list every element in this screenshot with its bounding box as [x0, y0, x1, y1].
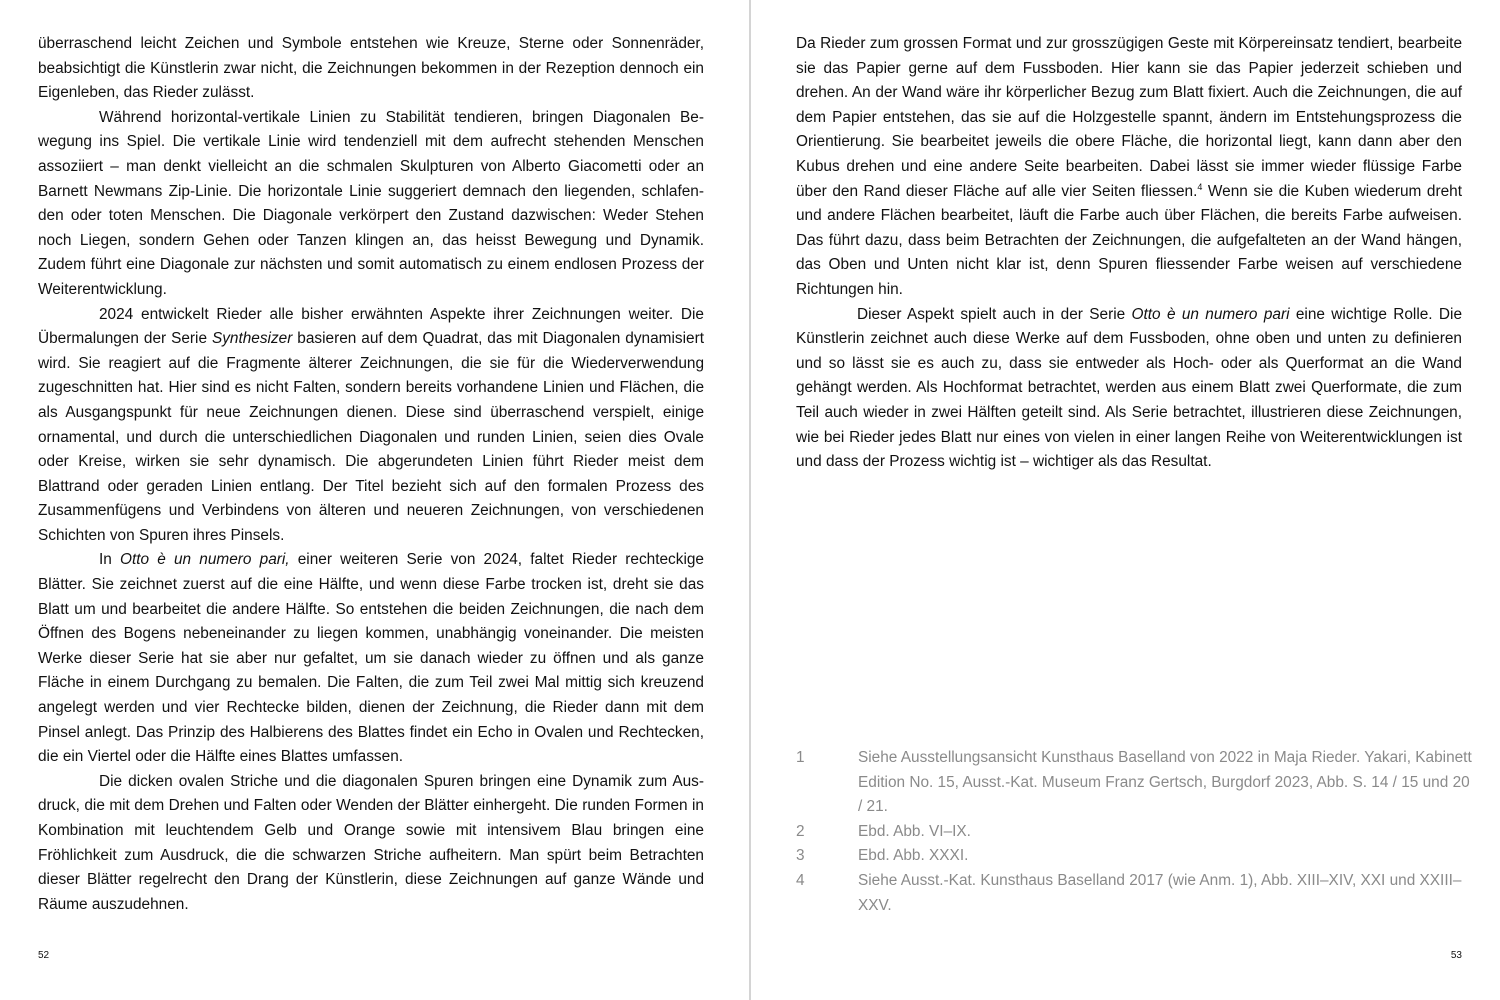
- text-run: Wenn sie die Kuben wiederum dreht und andere Flächen bearbeitet, läuft die Farbe auch über Flächen, die bereits Farbe aufweisen. Das führt dazu, dass beim Betrachten der Zeichnungen, die aufgefalteten an der Wand hängen, das Oben und Unten nicht klar ist, denn Spuren fliessender Farbe weisen auf verschiedene Richtungen hin.: [796, 182, 1462, 298]
- text-run: überraschend leicht Zeichen und Symbole entstehen wie Kreuze, Sterne oder Sonnenräder, beabsichtigt die Künstlerin zwar nicht, die Zeichnungen bekommen in der Rezeption dennoch ein Eigenleben, das Rieder zulässt.: [38, 35, 704, 102]
- text-run: einer weiteren Serie von 2024, faltet Rieder rechteckige Blätter. Sie zeichnet zuerst auf die eine Hälfte, und wenn diese Farbe trocken ist, dreht sie das Blatt um und bearbeitet die andere Hälfte. So entstehen die beiden Zeichnungen, die nach dem Öffnen des Bogens nebeneinander zu liegen kommen, unabhängig voneinander. Die meisten Werke dieser Serie hat sie aber nur gefaltet, um sie danach wieder zu öffnen und als ganze Fläche in einem Durchgang zu bemalen. Die Falten, die zum Teil zwei Mal mittig sich kreuzend angelegt werden und vier Rechtecke bilden, dienen der Zeichnung, die Rieder dann mit dem Pinsel anlegt. Das Prinzip des Halbierens des Blattes findet ein Echo in Ovalen und Rechtecken, die ein Viertel oder die Hälfte eines Blattes umfassen.: [38, 551, 704, 766]
- italic-title: Synthesizer: [211, 330, 293, 348]
- body-paragraph: [38, 303, 704, 549]
- text-run: Die dicken ovalen Striche und die diagonalen Spuren bringen eine Dynamik zum Ausdruck, die mit dem Drehen und Falten oder Wenden der Blätter einhergeht. Die runden Formen in Kombination mit leuchtendem Gelb und Orange sowie mit intensivem Blau bringen eine Fröhlichkeit zum Ausdruck, die die schwarzen Striche aufheitern. Man spürt beim Betrachten dieser Blätter regelrecht den Drang der Künstlerin, diese Zeichnungen auf ganze Wände und Räume auszudehnen.: [38, 772, 704, 913]
- body-paragraph: [796, 303, 1462, 475]
- text-run: eine wichtige Rolle. Die Künstlerin zeichnet auch diese Werke auf dem Fussboden, ohne oben und unten zu definieren und so lässt sie es auch zu, dass sie entweder als Hoch- oder als Querformat an die Wand gehängt werden. Als Hochformat betrachtet, werden aus einem Blatt zwei Querformate, die zum Teil auch wieder in zwei Hälften geteilt sind. Als Serie betrachtet, illustrieren diese Zeichnungen, wie bei Rieder jedes Blatt nur eines von vielen in einer langen Reihe von Weiterentwicklungen ist und dass der Prozess wichtig ist – wichtiger als das Resultat.: [796, 305, 1463, 471]
- footnote-text: Siehe Ausstellungsansicht Kunsthaus Baselland von 2022 in Maja Rieder. Yakari, Kabinett Edition No. 15, Ausst.-Kat. Museum Franz Gertsch, Burgdorf 2023, Abb. S. 14 / 15 und 20 / 21.: [858, 749, 1472, 816]
- footnote-number: 3: [796, 847, 805, 865]
- body-paragraph: [38, 32, 704, 106]
- footnote-number: 1: [796, 749, 805, 766]
- text-run: Dieser Aspekt spielt auch in der Serie: [857, 305, 1132, 323]
- footnote-text: Siehe Ausst.-Kat. Kunsthaus Baselland 2017 (wie Anm. 1), Abb. XIII–XIV, XXI und XXIII–XXV.: [858, 871, 1462, 914]
- footnote-number: 2: [796, 822, 805, 840]
- footnote: [796, 820, 1476, 845]
- page-number-right: 53: [1450, 950, 1462, 961]
- body-paragraph: [38, 548, 704, 769]
- left-page: [0, 0, 749, 1000]
- body-paragraph: [38, 770, 704, 918]
- footnotes: [796, 746, 1476, 918]
- left-body-text: [38, 32, 704, 917]
- footnote-text: Ebd. Abb. XXXI.: [858, 847, 969, 865]
- footnote: [796, 844, 1476, 869]
- right-body-text: [796, 32, 1462, 475]
- text-run: Während horizontal-vertikale Linien zu Stabilität tendieren, bringen Diagonalen Bewegung ins Spiel. Die vertikale Linie wird tendenziell mit dem aufrecht stehenden Menschen assoziiert – man denkt vielleicht an die schmalen Skulpturen von Alberto Giacometti oder an Barnett Newmans Zip-Linie. Die horizontale Linie suggeriert demnach den liegenden, schlafenden oder toten Menschen. Die Diagonale verkörpert den Zustand dazwischen: Weder Stehen noch Liegen, sondern Gehen oder Tanzen klingen an, das heisst Bewegung und Dynamik. Zudem führt eine Diagonale zur nächsten und somit automatisch zu einem endlosen Prozess der Weiterentwicklung.: [38, 108, 704, 298]
- footnote-number: 4: [796, 871, 805, 889]
- italic-title: Otto è un numero pari,: [120, 551, 290, 569]
- footnote: [796, 869, 1476, 918]
- text-run: basieren auf dem Quadrat, das mit Diagonalen dynamisiert wird. Sie reagiert auf die Fragmente älterer Zeichnungen, die sie für die Wiederverwendung zugeschnitten hat. Hier sind es nicht Falten, sondern bereits vorhandene Linien und Flächen, die als Ausgangspunkt für neue Zeichnungen dienen. Diese sind überraschend verspielt, einige ornamental, und durch die unterschiedlichen Diagonalen und runden Linien, seien dies Ovale oder Kreise, wirken sie sehr dynamisch. Die abgerundeten Linien führt Rieder meist dem Blattrand oder geraden Linien entlang. Der Titel bezieht sich auf den formalen Prozess des Zusammenfügens und Verbindens von älteren und neueren Zeichnungen, von verschiedenen Schichten von Spuren ihres Pinsels.: [38, 330, 704, 544]
- page-number-left: 52: [38, 950, 50, 961]
- body-paragraph: [38, 106, 704, 303]
- text-run: In: [99, 551, 121, 569]
- body-paragraph: [796, 32, 1462, 303]
- italic-title: Otto è un numero pari: [1131, 305, 1290, 323]
- text-run: Da Rieder zum grossen Format und zur grosszügigen Geste mit Körpereinsatz tendiert, bearbeite sie das Papier gerne auf dem Fussboden. Hier kann sie das Papier jederzeit schieben und drehen. An der Wand wäre ihr körperlicher Bezug zum Blatt fixiert. Auch die Zeichnungen, die auf dem Papier entstehen, das sie auf die Holzgestelle spannt, ändern im Entstehungsprozess die Orientierung. Sie bearbeitet jeweils die obere Fläche, die horizontal liegt, kann dann aber den Kubus drehen und eine andere Seite bearbeiten. Dabei lässt sie immer wieder flüssige Farbe über den Rand dieser Fläche auf alle vier Seiten fliessen.: [796, 35, 1462, 200]
- footnote-ref: 4: [1197, 181, 1203, 192]
- right-page: [751, 0, 1500, 1000]
- footnote-text: Ebd. Abb. VI–IX.: [858, 822, 971, 840]
- text-run: 2024 entwickelt Rieder alle bisher erwähnten Aspekte ihrer Zeichnungen weiter. Die Übermalungen der Serie: [38, 305, 704, 348]
- footnote: [796, 746, 1476, 820]
